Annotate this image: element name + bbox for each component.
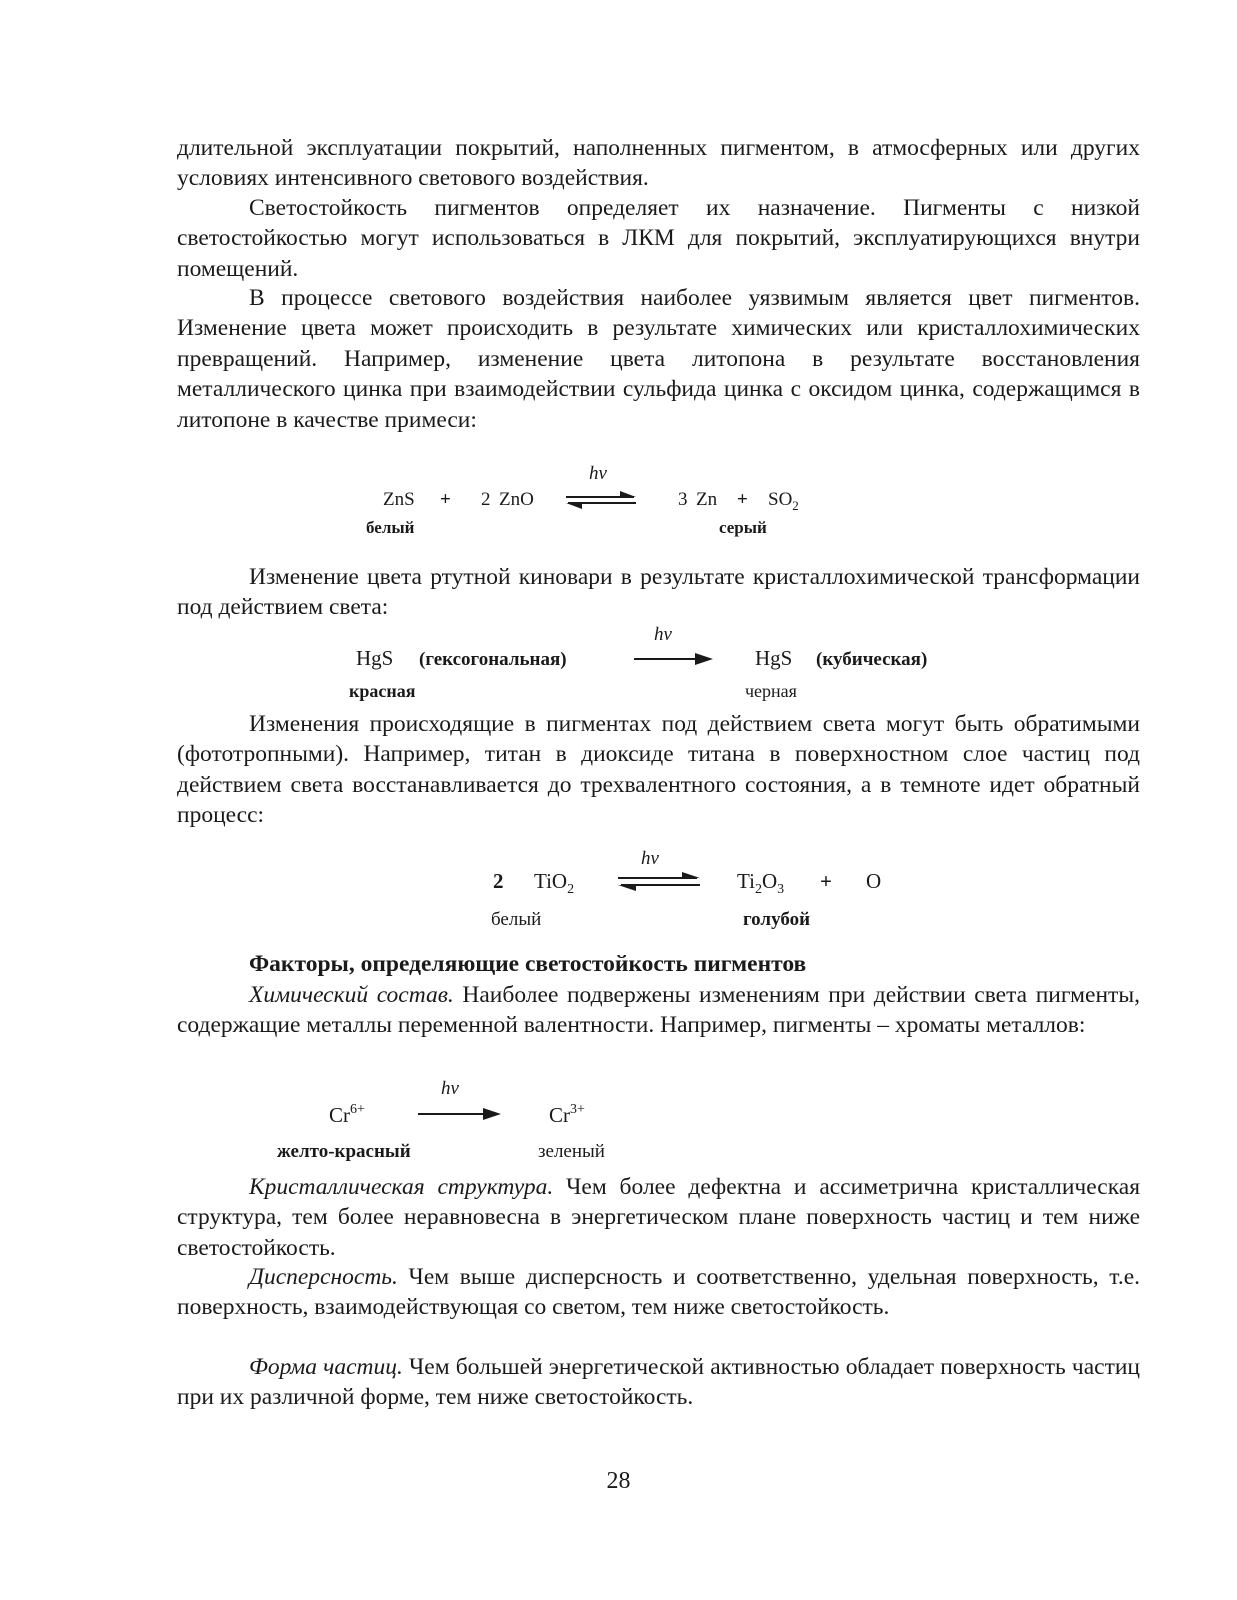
term-particle-shape: Форма частиц. [249, 1354, 403, 1380]
eq1-product1: Zn [696, 489, 718, 510]
eq1-coef: 2 [481, 489, 491, 510]
term-dispersity: Дисперсность. [249, 1264, 398, 1290]
eq4-arrow [418, 1108, 501, 1120]
eq1-condition: hν [589, 463, 607, 484]
eq2-reactant: HgS [356, 646, 394, 670]
eq1-plus: + [440, 489, 451, 510]
paragraph-4: Изменение цвета ртутной киновари в результате кристаллохимической трансформации под действием света: [177, 564, 1140, 621]
paragraph-chemical-composition: Химический состав. Наиболее подвержены изменениям при действии света пигменты, содержащие металлы переменной валентности. Например, пигменты – хроматы металлов: [177, 982, 1140, 1039]
eq4-reactant: $Cr^{6+}$ [329, 1102, 365, 1127]
eq3-coef: 2 [493, 869, 504, 893]
eq3-product: $Ti_2O_3$ [737, 869, 785, 897]
eq1-label-grey: серый [719, 518, 767, 537]
eq1-label-white: белый [366, 518, 415, 537]
eq3-label-white: белый [491, 909, 542, 930]
eq4-product: $Cr^{3+}$ [549, 1102, 585, 1127]
eq2-product: HgS [755, 646, 793, 670]
paragraph-2: Светостойкость пигментов определяет их назначение. Пигменты с низкой светостойкостью могут использоваться в ЛКМ для покрытий, эксплуатирующихся внутри помещений. [177, 195, 1140, 282]
eq1-product2: $SO_2$ [768, 489, 799, 513]
eq2-label-red: красная [349, 681, 416, 701]
eq2-label-black: черная [745, 681, 797, 701]
eq1-reactant2: ZnO [499, 489, 534, 510]
equation-lithopone [366, 463, 799, 537]
eq1-reactant1: ZnS [383, 489, 415, 510]
paragraph-particle-shape: Форма частиц. Чем большей энергетической активностью обладает поверхность частиц при их различной форме, тем ниже светостойкость. [177, 1354, 1140, 1411]
eq4-label-yellow-red: желто-красный [277, 1141, 411, 1162]
eq3-reactant: TiO$_2$ [534, 869, 575, 897]
page-number: 28 [606, 1468, 631, 1494]
eq3-equilibrium-arrow [618, 872, 700, 891]
eq3-product2: O [866, 869, 882, 893]
eq1-product-plus: + [737, 489, 748, 510]
eq3-condition: hν [641, 848, 659, 869]
eq4-condition: hν [441, 1078, 459, 1099]
eq4-label-green: зеленый [538, 1141, 605, 1162]
eq2-product-note: (кубическая) [816, 649, 928, 670]
paragraph-dispersity: Дисперсность. Чем выше дисперсность и соответственно, удельная поверхность, т.е. поверхность, взаимодействующая со светом, тем ниже светостойкость. [177, 1264, 1140, 1321]
equation-cinnabar [349, 624, 927, 701]
term-crystal-structure: Кристаллическая структура. [249, 1174, 554, 1200]
paragraph-3: В процессе светового воздействия наиболее уязвимым является цвет пигментов. Изменение цвета может происходить в результате химических или кристаллохимических превращений. Например, изменение цвета литопона в результате восстановления металлического цинка при взаимодействии сульфида цинка с оксидом цинка, содержащимся в литопоне в качестве примеси: [177, 285, 1140, 433]
section-heading: Факторы, определяющие светостойкость пигментов [249, 951, 807, 977]
equation-chromate [277, 1078, 605, 1162]
paragraph-1: длительной эксплуатации покрытий, наполненных пигментом, в атмосферных или других условиях интенсивного светового воздействия. [177, 135, 1140, 192]
term-chemical-composition: Химический состав. [249, 982, 454, 1008]
eq2-arrow [634, 653, 713, 665]
eq2-reactant-note: (гексогональная) [419, 649, 567, 670]
eq2-condition: hν [654, 624, 672, 645]
eq3-plus: + [820, 869, 832, 893]
eq1-equilibrium-arrow [566, 491, 636, 509]
eq3-label-blue: голубой [743, 909, 811, 930]
paragraph-5: Изменения происходящие в пигментах под действием света могут быть обратимыми (фототропными). Например, титан в диоксиде титана в поверхностном слое частиц под действием света восстанавливается до трехвалентного состояния, а в темноте идет обратный процесс: [177, 711, 1140, 829]
paragraph-crystal-structure: Кристаллическая структура. Чем более дефектна и ассиметрична кристаллическая структура, тем более неравновесна в энергетическом плане поверхность частиц и тем ниже светостойкость. [177, 1174, 1140, 1261]
equation-titanium-dioxide [491, 848, 881, 930]
eq1-product-coef: 3 [678, 489, 688, 510]
